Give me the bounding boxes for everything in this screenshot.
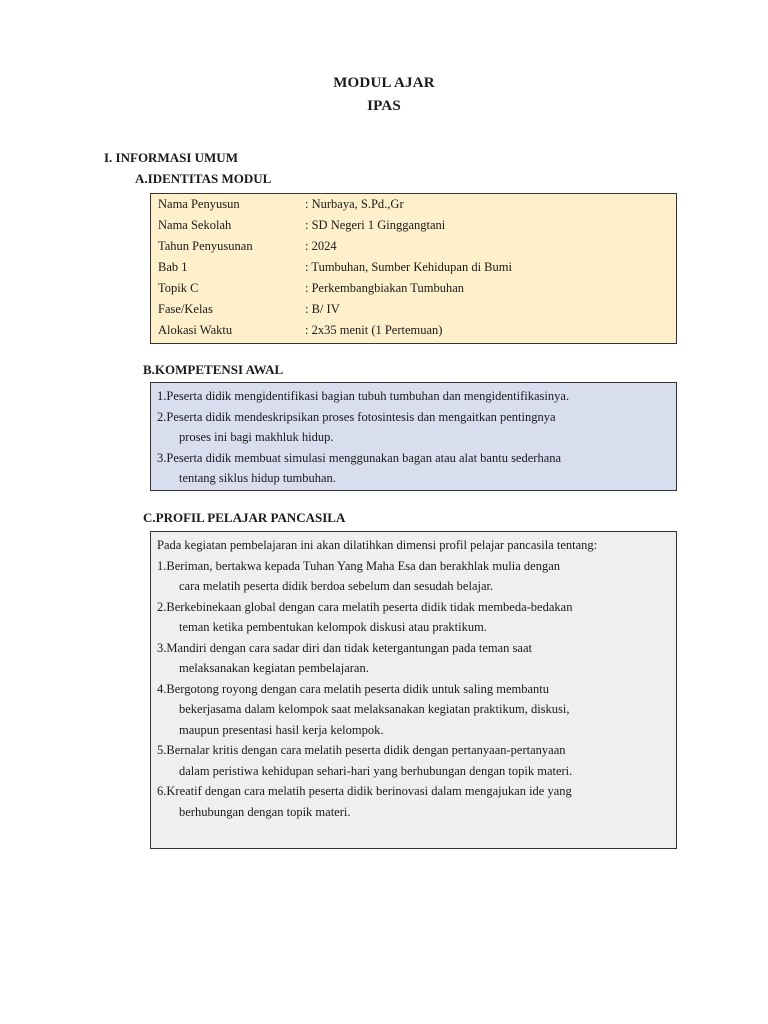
list-item-text: 3.Peserta didik membuat simulasi menggunakan bagan atau alat bantu sederhana	[157, 450, 562, 465]
identity-row	[151, 300, 676, 321]
identity-value: : SD Negeri 1 Ginggangtani	[305, 218, 446, 232]
list-item-text: 2.Peserta didik mendeskripsikan proses fotosintesis dan mengaitkan pentingnya	[157, 409, 556, 424]
identity-row	[151, 258, 676, 279]
list-item	[157, 679, 670, 741]
identity-label: Nama Penyusun	[158, 197, 240, 211]
list-item-text: 1.Peserta didik mengidentifikasi bagian tubuh tumbuhan dan mengidentifikasinya.	[157, 389, 570, 403]
list-item	[157, 740, 670, 781]
list-item-continuation: bekerjasama dalam kelompok saat melaksanakan kegiatan praktikum, diskusi,	[179, 702, 570, 716]
list-item-continuation: berhubungan dengan topik materi.	[179, 804, 351, 819]
list-item	[157, 407, 670, 448]
list-item	[157, 448, 670, 489]
list-item-continuation: maupun presentasi hasil kerja kelompok.	[179, 722, 384, 737]
identity-row	[151, 279, 676, 300]
identity-row	[151, 216, 676, 237]
identity-table	[150, 193, 677, 344]
identity-row	[151, 237, 676, 258]
list-item	[157, 597, 670, 638]
profil-pelajar-box	[150, 531, 677, 849]
list-item-continuation: melaksanakan kegiatan pembelajaran.	[179, 661, 369, 675]
list-item-text: 1.Beriman, bertakwa kepada Tuhan Yang Maha Esa dan berakhlak mulia dengan	[157, 558, 561, 573]
identity-value: : Nurbaya, S.Pd.,Gr	[305, 197, 404, 211]
list-item-continuation: dalam peristiwa kehidupan sehari-hari yang berhubungan dengan topik materi.	[179, 763, 573, 778]
list-item-continuation: tentang siklus hidup tumbuhan.	[179, 471, 336, 485]
identity-label: Bab 1	[158, 260, 188, 274]
document-title: MODUL AJAR	[333, 75, 435, 91]
list-item-text: 6.Kreatif dengan cara melatih peserta didik berinovasi dalam mengajukan ide yang	[157, 784, 572, 798]
identity-label: Tahun Penyusunan	[158, 239, 253, 253]
list-item	[157, 556, 670, 597]
identity-value: : B/ IV	[305, 302, 340, 316]
section-informasi-umum-heading: I. INFORMASI UMUM	[104, 150, 238, 165]
identity-label: Nama Sekolah	[158, 218, 232, 232]
list-item-text: 4.Bergotong royong dengan cara melatih peserta didik untuk saling membantu	[157, 681, 550, 696]
identity-row	[151, 195, 676, 216]
list-item	[157, 386, 670, 407]
profil-intro: Pada kegiatan pembelajaran ini akan dilatihkan dimensi profil pelajar pancasila tentang:	[157, 538, 598, 552]
list-item-continuation: teman ketika pembentukan kelompok diskusi atau praktikum.	[179, 620, 487, 634]
identity-label: Topik C	[158, 281, 199, 295]
list-item	[157, 781, 670, 822]
identity-value: : Tumbuhan, Sumber Kehidupan di Bumi	[305, 260, 512, 274]
section-identitas-modul-heading: A.IDENTITAS MODUL	[135, 171, 272, 186]
identity-row	[151, 321, 676, 342]
list-item-text: 2.Berkebinekaan global dengan cara melatih peserta didik tidak membeda-bedakan	[157, 599, 573, 614]
identity-value: : 2024	[305, 239, 337, 253]
kompetensi-awal-box	[150, 382, 677, 491]
identity-value: : Perkembangbiakan Tumbuhan	[305, 281, 465, 295]
list-item	[157, 638, 670, 679]
identity-value: : 2x35 menit (1 Pertemuan)	[305, 323, 443, 337]
identity-label: Alokasi Waktu	[158, 323, 233, 337]
section-profil-pelajar-heading: C.PROFIL PELAJAR PANCASILA	[143, 510, 346, 525]
list-item-text: 3.Mandiri dengan cara sadar diri dan tidak ketergantungan pada teman saat	[157, 640, 532, 655]
identity-label: Fase/Kelas	[158, 302, 213, 316]
list-item-continuation: cara melatih peserta didik berdoa sebelum dan sesudah belajar.	[179, 579, 494, 593]
list-item-text: 5.Bernalar kritis dengan cara melatih peserta didik dengan pertanyaan-pertanyaan	[157, 743, 566, 757]
document-subtitle: IPAS	[367, 98, 401, 114]
section-kompetensi-awal-heading: B.KOMPETENSI AWAL	[143, 362, 284, 377]
list-item-continuation: proses ini bagi makhluk hidup.	[179, 430, 334, 444]
